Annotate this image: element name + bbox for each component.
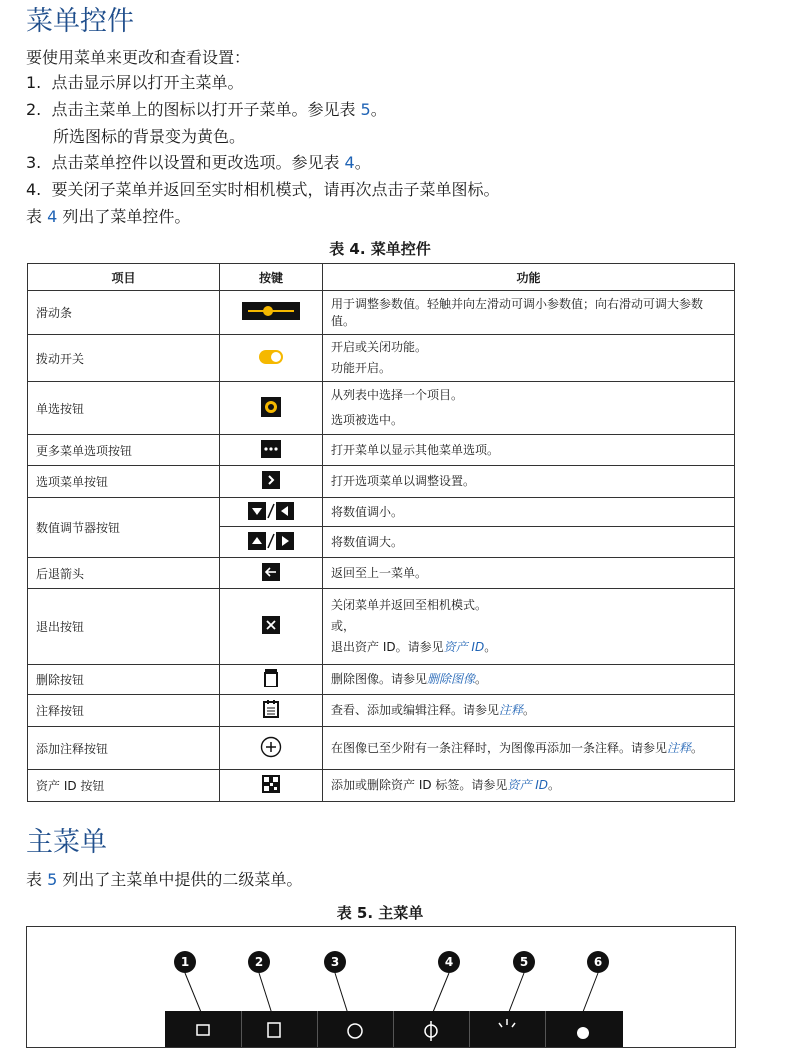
row-item-radio: 单选按钮: [28, 382, 220, 435]
options-menu-icon: [262, 471, 280, 492]
image-icon: [197, 1025, 209, 1035]
back-arrow-icon: [262, 563, 280, 584]
header-item: 项目: [28, 264, 220, 291]
annotation-link-2[interactable]: 注释: [667, 740, 692, 755]
callout-2: 2: [248, 951, 270, 973]
menu-controls-table: [27, 263, 735, 802]
table-row: [28, 382, 735, 435]
row-item-exit: 退出按钮: [28, 589, 220, 665]
row-func-options-menu: 打开选项菜单以调整设置。: [323, 466, 735, 498]
table-row: [28, 695, 735, 727]
document-icon: [268, 1023, 280, 1037]
row-item-toggle: 拨动开关: [28, 335, 220, 382]
palette-icon: [348, 1024, 362, 1038]
row-func-radio: 从列表中选择一个项目。 选项被选中。: [323, 382, 735, 435]
table-5-intro: 表 5 列出了主菜单中提供的二级菜单。: [26, 870, 303, 889]
asset-id-icon: [262, 775, 280, 796]
row-func-value-up: 将数值调大。: [323, 527, 735, 558]
table-row: [28, 498, 735, 527]
callout-5: 5: [513, 951, 535, 973]
row-func-add-annotation: 在图像已至少附有一条注释时，为图像再添加一条注释。请参见注释。: [323, 727, 735, 770]
gear-icon: [577, 1027, 589, 1039]
row-item-back-arrow: 后退箭头: [28, 558, 220, 589]
row-func-more-options: 打开菜单以显示其他菜单选项。: [323, 435, 735, 466]
step-4: 4. 要关闭子菜单并返回至实时相机模式，请再次点击子菜单图标。: [26, 180, 500, 199]
toggle-switch-icon: [258, 349, 284, 368]
table-row: [28, 291, 735, 335]
table-row: [28, 770, 735, 802]
table-row: [28, 466, 735, 498]
row-item-add-annotation: 添加注释按钮: [28, 727, 220, 770]
row-func-slider: 用于调整参数值。轻触并向左滑动可调小参数值；向右滑动可调大参数值。: [323, 291, 735, 335]
main-menu-bar: [165, 1011, 623, 1048]
callout-4: 4: [438, 951, 460, 973]
callout-1: 1: [174, 951, 196, 973]
annotation-link[interactable]: 注释: [499, 703, 524, 717]
row-func-asset-id: 添加或删除资产 ID 标签。请参见资产 ID。: [323, 770, 735, 802]
table-4-caption: 表 4. 菜单控件: [329, 240, 431, 258]
table-row: [28, 727, 735, 770]
row-item-more-options: 更多菜单选项按钮: [28, 435, 220, 466]
table-4-ref-link[interactable]: 4: [47, 207, 58, 226]
row-item-delete: 删除按钮: [28, 665, 220, 695]
row-item-slider: 滑动条: [28, 291, 220, 335]
row-func-exit: 关闭菜单并返回至相机模式。 或， 退出资产 ID。请参见资产 ID。: [323, 589, 735, 665]
table-row: [28, 589, 735, 665]
table-row: [28, 335, 735, 382]
intro-text: 要使用菜单来更改和查看设置：: [26, 48, 251, 67]
main-menu-figure: [26, 926, 736, 1048]
delete-image-link[interactable]: 删除图像: [427, 672, 476, 686]
row-func-delete: 删除图像。请参见删除图像。: [323, 665, 735, 695]
table-4-link[interactable]: 4: [344, 153, 355, 172]
table-5-caption: 表 5. 主菜单: [336, 904, 424, 922]
row-item-annotation: 注释按钮: [28, 695, 220, 727]
up-right-arrows-icon: [248, 532, 294, 553]
down-left-arrows-icon: [248, 502, 294, 523]
row-item-asset-id: 资产 ID 按钮: [28, 770, 220, 802]
asset-id-link-2[interactable]: 资产 ID: [507, 778, 549, 792]
table-5-link[interactable]: 5: [360, 100, 371, 119]
exit-icon: [262, 616, 280, 637]
table-row: [28, 665, 735, 695]
row-item-options-menu: 选项菜单按钮: [28, 466, 220, 498]
row-func-annotation: 查看、添加或编辑注释。请参见注释。: [323, 695, 735, 727]
header-function: 功能: [323, 264, 735, 291]
table-row: [28, 558, 735, 589]
header-key: 按键: [220, 264, 323, 291]
section-title-main-menu: 主菜单: [26, 827, 107, 858]
table-4-intro: 表 4 列出了菜单控件。: [26, 207, 191, 226]
table-5-ref-link[interactable]: 5: [47, 870, 58, 889]
table-header-row: [28, 264, 735, 291]
more-options-icon: [261, 440, 281, 461]
section-title-menu-controls: 菜单控件: [26, 6, 134, 37]
add-annotation-icon: [260, 736, 282, 761]
table-row: [28, 435, 735, 466]
brightness-icon: [499, 1019, 515, 1027]
slider-icon: [242, 302, 300, 323]
callout-6: 6: [587, 951, 609, 973]
radio-button-icon: [261, 397, 281, 420]
row-func-toggle: 开启或关闭功能。 功能开启。: [323, 335, 735, 382]
row-func-back-arrow: 返回至上一菜单。: [323, 558, 735, 589]
step-3: 3. 点击菜单控件以设置和更改选项。参见表 4。: [26, 153, 371, 172]
callout-3: 3: [324, 951, 346, 973]
row-func-value-down: 将数值调小。: [323, 498, 735, 527]
row-item-value-adjuster: 数值调节器按钮: [28, 498, 220, 558]
step-2: 2. 点击主菜单上的图标以打开子菜单。参见表 5。: [26, 100, 387, 119]
annotation-icon: [263, 700, 279, 721]
step-2-note: 所选图标的背景变为黄色。: [53, 127, 246, 146]
step-1: 1. 点击显示屏以打开主菜单。: [26, 73, 244, 92]
asset-id-link[interactable]: 资产 ID: [443, 640, 485, 654]
delete-icon: [264, 669, 278, 690]
